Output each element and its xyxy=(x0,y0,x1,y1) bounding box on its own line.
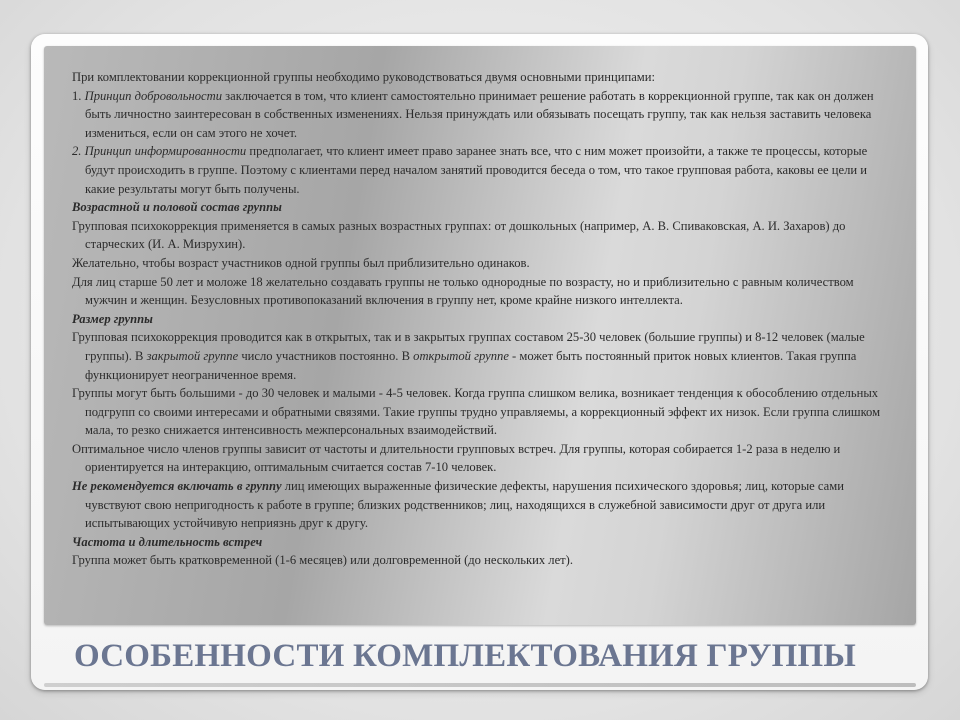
paragraph-not-recommended: Не рекомендуется включать в группу лиц имеющих выраженные физические дефекты, нарушения психического здоровья; лиц, которые сами чувствуют свою непригодность к работе в группе; близких родственников; лиц, находящихся в служебной зависимости друг от друга или испытывающих устойчивую неприязнь друг к другу. xyxy=(72,479,844,531)
paragraph-age-similar: Желательно, чтобы возраст участников одной группы был приблизительно одинаков. xyxy=(72,255,530,270)
principle-informed: 2. Принцип информированности предполагает, что клиент имеет право заранее знать все, что с ним может произойти, а также те процессы, которые будут происходить в группе. Поэтому с клиентами перед началом занятий проводится беседа о том, что такое групповая работа, каковы ее цели и какие результаты могут быть получены. xyxy=(72,144,868,196)
slide-title: ОСОБЕННОСТИ КОМПЛЕКТОВАНИЯ ГРУППЫ xyxy=(74,638,857,674)
paragraph-open-closed: Групповая психокоррекция проводится как в открытых, так и в закрытых группах составом 25-30 человек (большие группы) и 8-12 человек (малые группы). В закрытой группе число участников постоянно. В открытой группе - может быть постоянный приток новых клиентов. Такая группа функционирует неограниченное время. xyxy=(72,330,865,382)
paragraph-optimal-size: Оптимальное число членов группы зависит от частоты и длительности групповых встреч. Для группы, которая собирается 1-2 раза в неделю и ориентируется на интеракцию, оптимальным считается состав 7-10 человек. xyxy=(72,441,841,475)
heading-age-gender: Возрастной и половой состав группы xyxy=(72,200,282,215)
paragraph-duration: Группа может быть кратковременной (1-6 месяцев) или долговременной (до нескольких лет). xyxy=(72,553,574,568)
intro-paragraph: При комплектовании коррекционной группы необходимо руководствоваться двумя основными принципами: xyxy=(72,70,656,84)
content-panel xyxy=(44,46,916,625)
body-text xyxy=(72,68,898,570)
bottom-divider xyxy=(44,683,916,687)
heading-frequency: Частота и длительность встреч xyxy=(72,534,263,549)
principle-voluntary: 1. Принцип добровольности заключается в том, что клиент самостоятельно принимает решение работать в коррекционной группе, так как он должен быть личностно заинтересован в собственных изменениях. Нельзя принуждать или обязывать посещать группу, так как нельзя заставить человека измениться, если он сам этого не хочет. xyxy=(72,88,874,140)
paragraph-large-small: Группы могут быть большими - до 30 человек и малыми - 4-5 человек. Когда группа слишком велика, возникает тенденция к обособлению отдельных подгрупп со своими интересами и обратными связями. Такие группы трудно управляемы, а коррекционный эффект их низок. Если группа слишком мала, то резко снижается интенсивность межперсональных взаимодействий. xyxy=(72,386,881,438)
paragraph-age-gender-balance: Для лиц старше 50 лет и моложе 18 желательно создавать группы не только однородные по возрасту, но и приблизительно с равным количеством мужчин и женщин. Безусловных противопоказаний включения в группу нет, кроме крайне низкого интеллекта. xyxy=(72,274,854,308)
heading-group-size: Размер группы xyxy=(72,311,153,326)
paragraph-age-groups: Групповая психокоррекция применяется в самых разных возрастных группах: от дошкольных (например, А. В. Спиваковская, А. И. Захаров) до старческих (И. А. Мизрухин). xyxy=(72,218,846,252)
